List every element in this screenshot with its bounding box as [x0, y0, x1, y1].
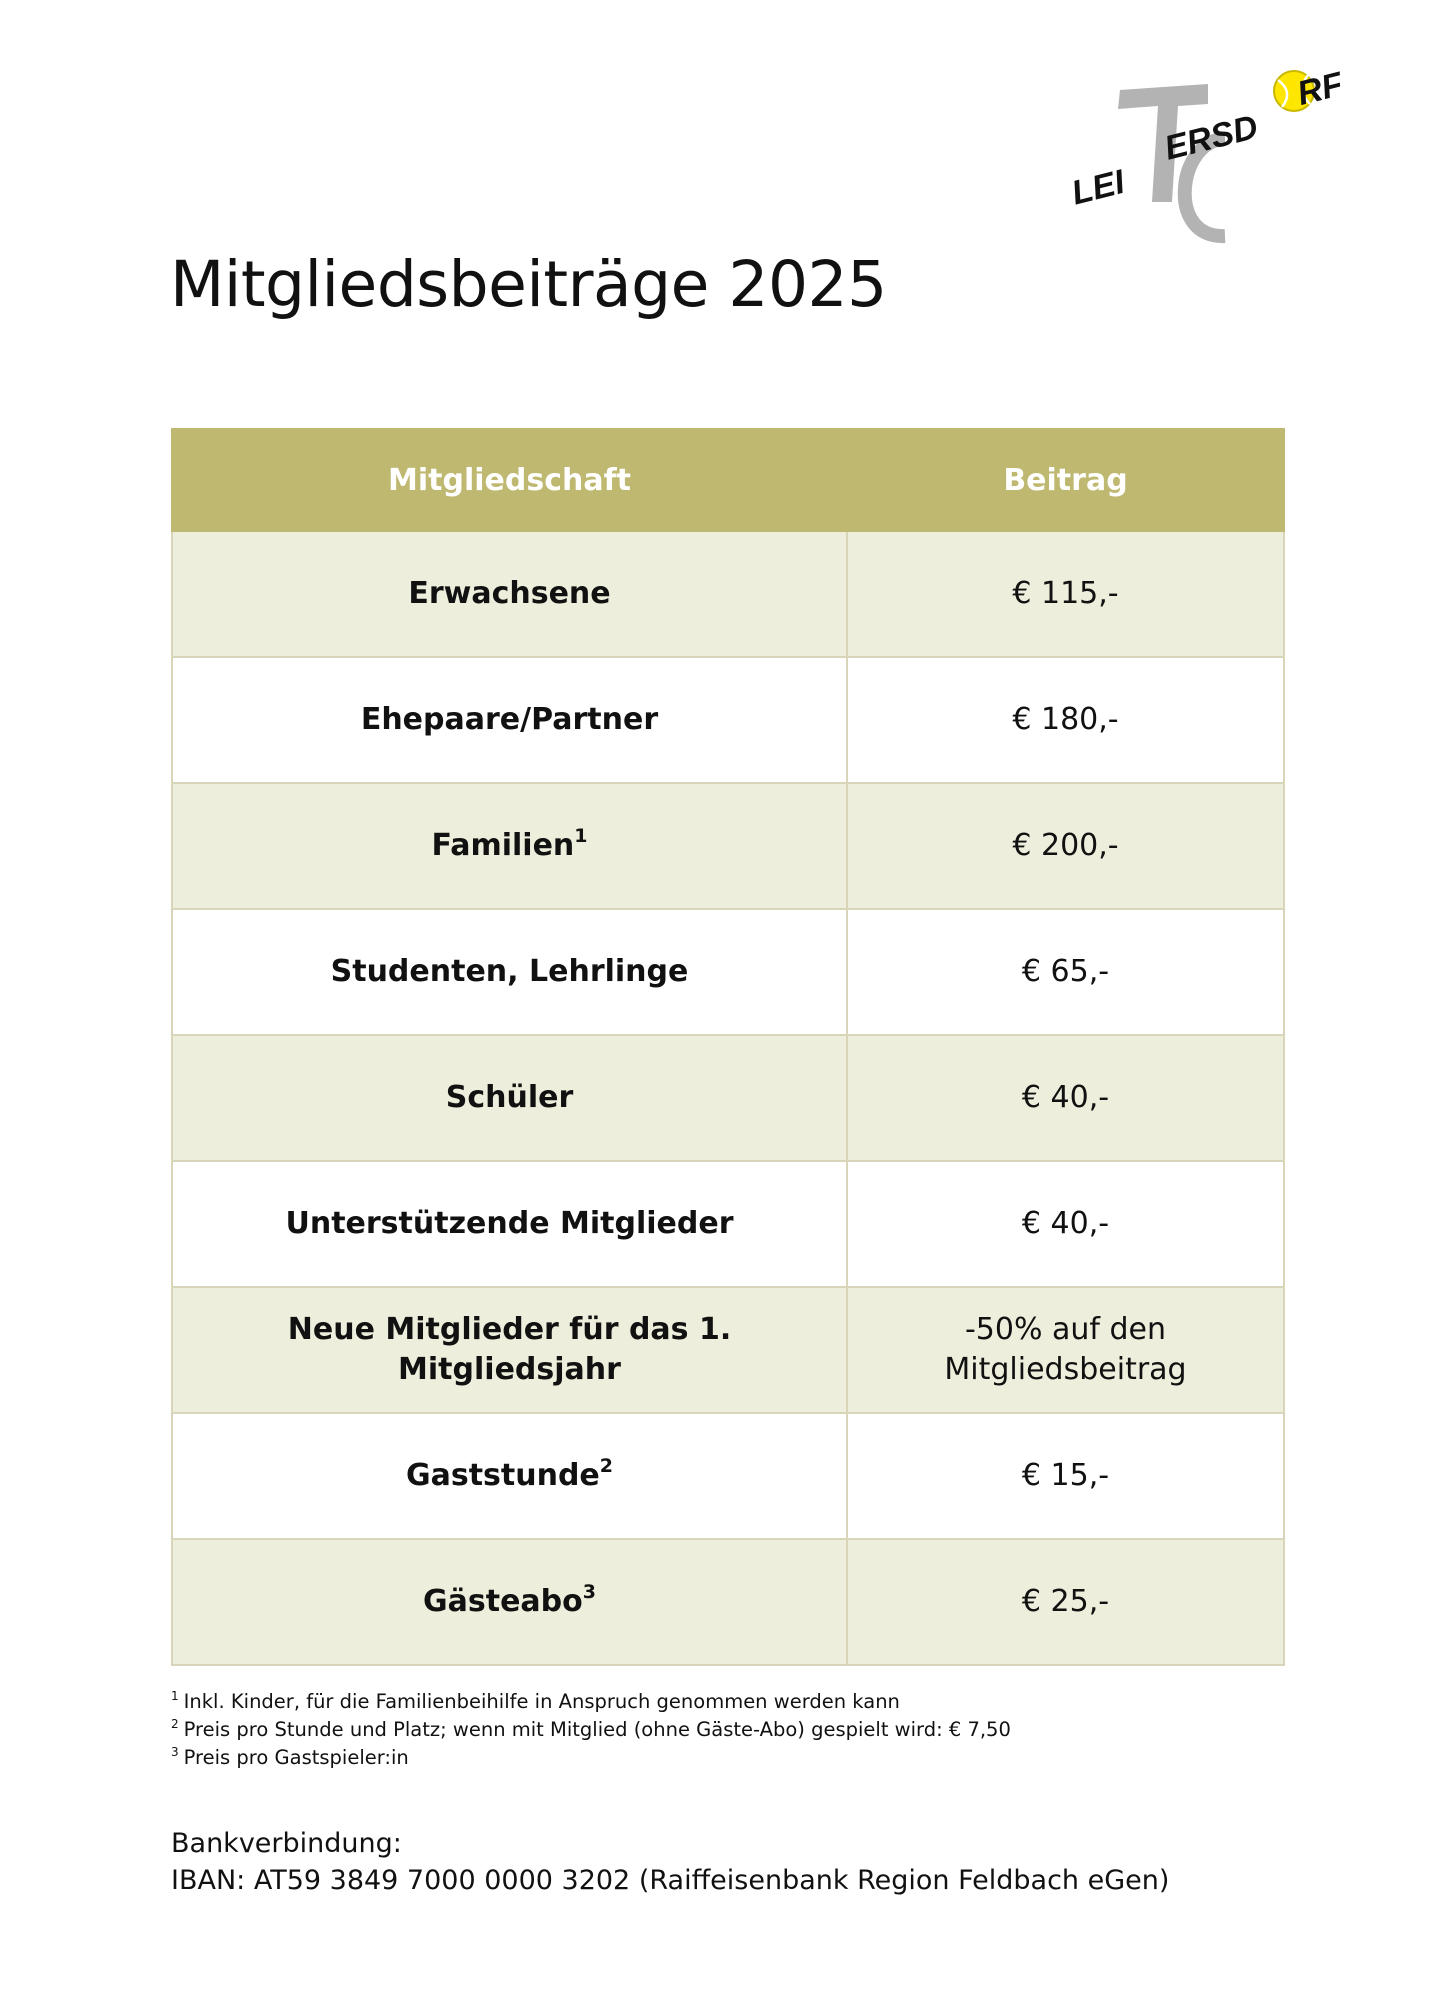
membership-type: Studenten, Lehrlinge	[172, 909, 847, 1035]
membership-type: Erwachsene	[172, 531, 847, 657]
page-title: Mitgliedsbeiträge 2025	[170, 248, 887, 321]
club-logo-graphic	[1060, 44, 1350, 254]
membership-fee: € 40,-	[847, 1161, 1284, 1287]
membership-fee: € 25,-	[847, 1539, 1284, 1665]
table-row	[172, 657, 1284, 783]
logo-text-lei: LEI	[1067, 162, 1129, 213]
membership-fee: € 65,-	[847, 909, 1284, 1035]
membership-type: Schüler	[172, 1035, 847, 1161]
footnote-ref: 1	[574, 825, 588, 847]
membership-type: Unterstützende Mitglieder	[172, 1161, 847, 1287]
bank-details	[171, 1825, 1169, 1899]
membership-fee: € 40,-	[847, 1035, 1284, 1161]
membership-type: Ehepaare/Partner	[172, 657, 847, 783]
header-membership: Mitgliedschaft	[172, 429, 847, 531]
footnotes	[171, 1688, 1011, 1772]
club-logo	[1060, 44, 1350, 254]
table-row	[172, 909, 1284, 1035]
membership-type: Gaststunde$^2$	[172, 1413, 847, 1539]
membership-type: Gästeabo$^3$	[172, 1539, 847, 1665]
membership-fee: € 115,-	[847, 531, 1284, 657]
membership-type: Neue Mitglieder für das 1. Mitgliedsjahr	[172, 1287, 847, 1413]
footnote-ref: 3	[582, 1581, 596, 1603]
header-fee: Beitrag	[847, 429, 1284, 531]
bank-label: Bankverbindung:	[171, 1828, 402, 1859]
logo-text-ersd: ERSD	[1160, 107, 1262, 168]
table-row	[172, 783, 1284, 909]
table-row	[172, 1287, 1284, 1413]
membership-fee: € 15,-	[847, 1413, 1284, 1539]
logo-text-rf: RF	[1293, 65, 1347, 113]
table-row	[172, 1035, 1284, 1161]
table-row	[172, 1539, 1284, 1665]
membership-type: Familien$^1$	[172, 783, 847, 909]
table-row	[172, 1413, 1284, 1539]
bank-iban: IBAN: AT59 3849 7000 0000 3202 (Raiffeisenbank Region Feldbach eGen)	[171, 1865, 1170, 1896]
table-header-row	[172, 429, 1284, 531]
footnote-1: $^1$ Inkl. Kinder, für die Familienbeihilfe in Anspruch genommen werden kann	[171, 1689, 900, 1713]
footnote-ref: 2	[599, 1455, 614, 1477]
membership-fee: € 200,-	[847, 783, 1284, 909]
table-row	[172, 1161, 1284, 1287]
membership-fee-table	[171, 428, 1285, 1666]
footnote-3: $^3$ Preis pro Gastspieler:in	[171, 1745, 409, 1769]
membership-fee: -50% auf den Mitgliedsbeitrag	[847, 1287, 1284, 1413]
membership-fee: € 180,-	[847, 657, 1284, 783]
table-row	[172, 531, 1284, 657]
footnote-2: $^2$ Preis pro Stunde und Platz; wenn mit Mitglied (ohne Gäste-Abo) gespielt wird: € 7,50	[171, 1717, 1011, 1741]
